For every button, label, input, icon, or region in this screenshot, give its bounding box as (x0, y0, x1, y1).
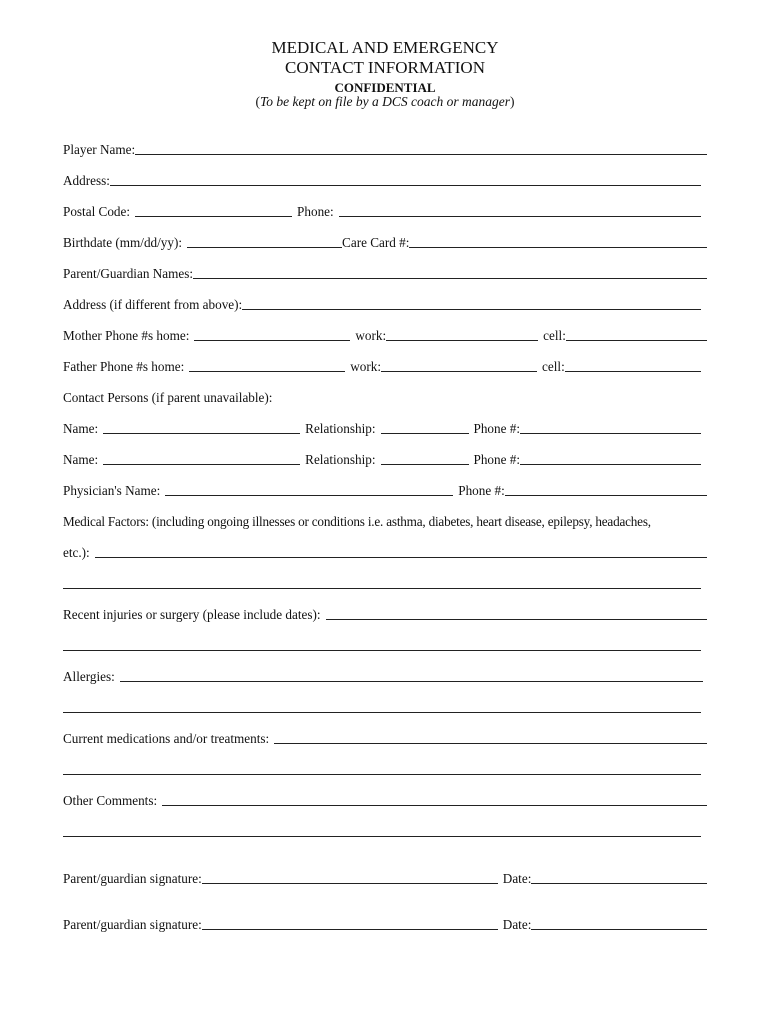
contact-2-name-label: Name: (63, 452, 99, 467)
mother-work-label: work: (355, 328, 387, 343)
contact-persons-row (63, 386, 707, 406)
signature-1-row (63, 867, 707, 887)
postal-phone-row (63, 200, 701, 220)
guardian-names-label: Parent/Guardian Names: (63, 266, 194, 281)
care-card-label: Care Card #: (342, 235, 410, 250)
recent-injuries-line-2[interactable] (63, 650, 701, 651)
physician-row (63, 479, 707, 499)
medications-line-1[interactable] (274, 743, 707, 744)
address-row (63, 169, 701, 189)
medical-factors-etc-label: etc.): (63, 545, 90, 560)
contact-1-phone-label: Phone #: (473, 421, 521, 436)
player-name-row (63, 138, 707, 158)
signature-1-line[interactable] (202, 883, 498, 884)
contact-2-relationship-line[interactable] (381, 464, 469, 465)
signature-2-line[interactable] (202, 929, 498, 930)
phone-label: Phone: (297, 204, 334, 219)
contact-2-phone-label: Phone #: (473, 452, 521, 467)
medical-factors-label: Medical Factors: (including ongoing illnesses or conditions i.e. asthma, diabetes, heart disease, epilepsy, headaches, (63, 514, 651, 529)
allergies-line-2[interactable] (63, 712, 701, 713)
address-different-line[interactable] (242, 309, 701, 310)
signature-1-date-label: Date: (502, 871, 532, 886)
medications-line-2[interactable] (63, 774, 701, 775)
medical-factors-line-1[interactable] (95, 557, 707, 558)
father-phone-row (63, 355, 701, 375)
contact-2-row (63, 448, 701, 468)
father-cell-label: cell: (542, 359, 565, 374)
birthdate-carecard-row (63, 231, 707, 251)
signature-2-row (63, 913, 707, 933)
player-name-line[interactable] (135, 154, 707, 155)
postal-code-label: Postal Code: (63, 204, 131, 219)
phone-line[interactable] (339, 216, 701, 217)
other-comments-line-2[interactable] (63, 836, 701, 837)
recent-injuries-label: Recent injuries or surgery (please include dates): (63, 607, 321, 622)
contact-2-relationship-label: Relationship: (305, 452, 376, 467)
contact-persons-label: Contact Persons (if parent unavailable): (63, 390, 273, 405)
recent-injuries-line-1[interactable] (326, 619, 707, 620)
medical-factors-etc-row (63, 541, 707, 561)
signature-2-date-label: Date: (502, 917, 532, 932)
other-comments-label: Other Comments: (63, 793, 158, 808)
guardian-names-line[interactable] (193, 278, 707, 279)
note-close-paren: ) (509, 94, 515, 109)
father-work-label: work: (350, 359, 382, 374)
address-different-row (63, 293, 701, 313)
address-different-label: Address (if different from above): (63, 297, 243, 312)
mother-home-line[interactable] (194, 340, 350, 341)
mother-work-line[interactable] (386, 340, 538, 341)
physician-phone-label: Phone #: (458, 483, 505, 498)
contact-1-name-line[interactable] (103, 433, 300, 434)
note-open-paren: ( (255, 94, 261, 109)
contact-2-name-line[interactable] (103, 464, 300, 465)
form-title-line2: CONTACT INFORMATION (285, 58, 485, 77)
physician-line[interactable] (165, 495, 453, 496)
address-line[interactable] (110, 185, 701, 186)
father-cell-line[interactable] (565, 371, 701, 372)
allergies-line-1[interactable] (120, 681, 703, 682)
mother-phone-row (63, 324, 707, 344)
signature-2-label: Parent/guardian signature: (63, 917, 202, 932)
mother-cell-label: cell: (543, 328, 566, 343)
other-comments-row (63, 789, 707, 809)
father-home-label: Father Phone #s home: (63, 359, 185, 374)
contact-1-phone-line[interactable] (520, 433, 701, 434)
father-home-line[interactable] (189, 371, 345, 372)
contact-1-name-label: Name: (63, 421, 99, 436)
player-name-label: Player Name: (63, 142, 136, 157)
mother-home-label: Mother Phone #s home: (63, 328, 190, 343)
recent-injuries-row (63, 603, 707, 623)
mother-cell-line[interactable] (566, 340, 707, 341)
care-card-line[interactable] (409, 247, 707, 248)
birthdate-line[interactable] (187, 247, 342, 248)
medical-factors-row (63, 510, 707, 530)
medical-factors-line-2[interactable] (63, 588, 701, 589)
signature-2-date-line[interactable] (531, 929, 707, 930)
physician-label: Physician's Name: (63, 483, 161, 498)
signature-1-date-line[interactable] (531, 883, 707, 884)
note-text: To be kept on file by a DCS coach or manager (260, 94, 510, 109)
confidential-label: CONFIDENTIAL (334, 80, 436, 95)
contact-1-row (63, 417, 701, 437)
address-label: Address: (63, 173, 110, 188)
physician-phone-line[interactable] (505, 495, 707, 496)
contact-1-relationship-line[interactable] (381, 433, 469, 434)
contact-1-relationship-label: Relationship: (305, 421, 376, 436)
allergies-label: Allergies: (63, 669, 115, 684)
birthdate-label: Birthdate (mm/dd/yy): (63, 235, 183, 250)
medications-label: Current medications and/or treatments: (63, 731, 270, 746)
father-work-line[interactable] (381, 371, 537, 372)
other-comments-line-1[interactable] (162, 805, 707, 806)
allergies-row (63, 665, 703, 685)
contact-2-phone-line[interactable] (520, 464, 701, 465)
signature-1-label: Parent/guardian signature: (63, 871, 202, 886)
guardian-names-row (63, 262, 707, 282)
postal-code-line[interactable] (135, 216, 292, 217)
medications-row (63, 727, 707, 747)
filing-note (0, 94, 770, 110)
form-title-line1: MEDICAL AND EMERGENCY (271, 38, 499, 57)
